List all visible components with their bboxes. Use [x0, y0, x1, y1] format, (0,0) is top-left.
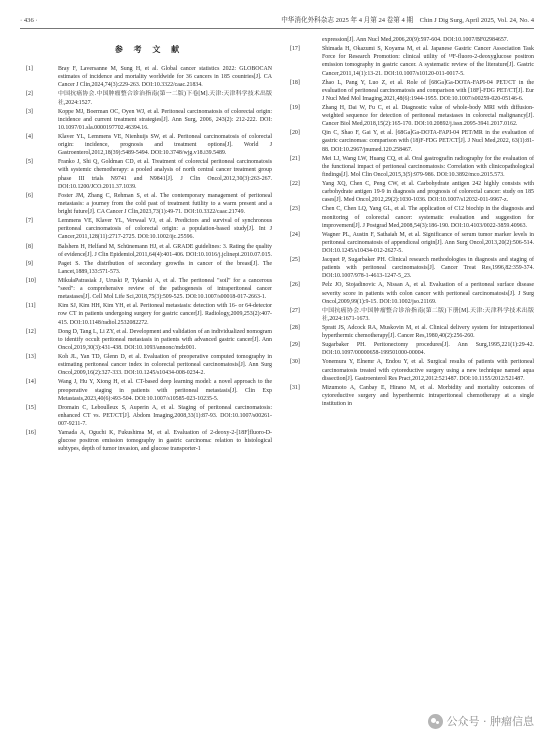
- reference-text: Yamada A, Oguchi K, Fukushima M, et al. Evaluation of 2-deoxy-2-[18F]fluoro-D-glucose positron emission tomography in gastric carcinoma: relation to histological subtypes, depth of tumor invasion, and glucose transporter-1: [58, 430, 272, 453]
- reference-item: [26, 65, 272, 89]
- reference-text: Kim SJ, Kim HH, Kim YH, et al. Peritoneal metastasis: detection with 16- or 64-detector row CT in patients undergoing surgery for gastric cancer[J]. Radiology,2009,253(2):407-415. DOI:10.1148/radiol.2532082272.: [58, 303, 272, 326]
- left-column: [26, 40, 272, 454]
- reference-number: [21]: [290, 155, 300, 162]
- reference-item: [290, 231, 534, 255]
- reference-number: [28]: [290, 325, 300, 331]
- reference-text: Spratt JS, Adcock RA, Muskovin M, et al. Clinical delivery system for intraperitoneal hyperthermic chemotherapy[J]. Cancer Res,1980,40(2):256-260.: [322, 325, 534, 340]
- reference-number: [3]: [26, 108, 33, 115]
- reference-text: Wagner PL, Austin F, Sathaiah M, et al. Significance of serum tumor marker levels in peritoneal carcinomatosis of appendiceal origin[J]. Ann Surg Oncol,2013,20(2):506-514. DOI:10.1245/s10434-012-2627-5.: [322, 231, 534, 255]
- reference-number: [10]: [26, 277, 36, 284]
- references-heading: 参 考 文 献: [114, 45, 184, 54]
- reference-number: [2]: [26, 91, 33, 98]
- reference-item: [26, 158, 272, 191]
- reference-item: [26, 260, 272, 276]
- reference-item: [26, 133, 272, 157]
- reference-item: [26, 217, 272, 241]
- reference-text: Zhang H, Dai W, Fu C, et al. Diagnostic value of whole-body MRI with diffusion-weighted sequence for detection of peritoneal metastases in colorectal malignancy[J]. Cancer Biol Med,2018,15(2):165-170. DOI:10.20892/j.issn.2095-3941.2017.0162.: [322, 104, 534, 128]
- reference-number: [24]: [290, 231, 300, 238]
- reference-item: [26, 302, 272, 326]
- reference-text: Zhao L, Pang Y, Luo Z, et al. Role of [68Ga]Ga-DOTA-FAPI-04 PET/CT in the evaluation of peritoneal carcinomatosis and comparison with [18F]-FDG PET/CT[J]. Eur J Nucl Med Mol Imaging,2021,48(6):1944-1955. DOI:10.1007/s00259-020-05146-6.: [322, 79, 534, 102]
- reference-number: [12]: [26, 328, 36, 335]
- reference-number: [30]: [290, 359, 300, 366]
- reference-text: 中国抗癌协会.中国肿瘤整合诊治指南(第一二版)下卷[M].天津:天津科学技术出版社,2024:1527.: [58, 91, 272, 106]
- reference-item: [26, 243, 272, 259]
- reference-item: [290, 205, 534, 229]
- reference-number: [25]: [290, 257, 300, 264]
- reference-number: [20]: [290, 130, 300, 137]
- reference-text: Yang XQ, Chen C, Peng CW, et al. Carbohydrate antigen 242 highly consists with carbohydrate antigen 19-9 in diagnosis and prognosis of colorectal cancer: study on 185 cases[J]. Med Oncol,2012,29(2):1030-1036. DOI:10.1007/s12032-011-9967-z.: [322, 181, 534, 204]
- reference-text: Dromain C, Leboulleux S, Auperin A, et al. Staging of peritoneal carcinomatosis: enhanced CT vs. PET/CT[J]. Abdom Imaging,2008,33(1):87-93. DOI:10.1007/s00261-007-9211-7.: [58, 404, 272, 428]
- running-header: [20, 14, 534, 29]
- reference-text: Bray F, Laversanne M, Sung H, et al. Global cancer statistics 2022: GLOBOCAN estimates of incidence and mortality worldwide for 36 cancers in 185 countries[J]. CA Cancer J Clin,2024,74(3):229-263. DOI:10.3322/caac.21834.: [58, 66, 272, 89]
- reference-list-right: [290, 45, 534, 408]
- reference-item: [290, 281, 534, 305]
- reference-text: Mizumoto A, Canbay E, Hirano M, et al. Morbidity and mortality outcomes of cytoreductive surgery and hyperthermic intraperitoneal chemotherapy at a single institution in: [322, 384, 534, 408]
- reference-text: Balshem H, Helfand M, Schünemann HJ, et al. GRADE guidelines: 3. Rating the quality of evidence[J]. J Clin Epidemiol,2011,64(4):401-406. DOI:10.1016/j.jclinepi.2010.07.015.: [58, 243, 272, 258]
- reference-item: [290, 358, 534, 382]
- reference-number: [16]: [26, 430, 36, 437]
- reference-item: [290, 307, 534, 323]
- reference-number: [23]: [290, 206, 300, 213]
- reference-number: [1]: [26, 66, 33, 72]
- reference-item: [26, 328, 272, 352]
- reference-number: [5]: [26, 159, 33, 166]
- reference-text: Wang J, Hu Y, Xiong H, et al. CT-based deep learning model: a novel approach to the preoperative staging in patients with peritoneal metastasis[J]. Clin Exp Metastasis,2023,40(6):493-504. DOI:10.1007/s10585-023-10235-5.: [58, 379, 272, 402]
- reference-item: [26, 192, 272, 216]
- reference-text: Sugarbaker PH. Peritonectomy procedures[J]. Ann Surg,1995,221(1):29-42. DOI:10.1097/00000658-199501000-00004.: [322, 342, 534, 357]
- reference-number: [22]: [290, 181, 300, 187]
- reference-number: [6]: [26, 192, 33, 199]
- reference-text: expression[J]. Ann Nucl Med,2006,20(9):597-604. DOI:10.1007/BF02984657.: [322, 37, 509, 43]
- wechat-icon: [428, 714, 443, 729]
- reference-item: [290, 104, 534, 128]
- reference-item: [26, 277, 272, 301]
- reference-number: [4]: [26, 133, 33, 140]
- reference-text: Klaver YL, Lemmens VE, Nienhuijs SW, et al. Peritoneal carcinomatosis of colorectal origin: incidence, prognosis and treatment options[J]. World J Gastroenterol,2012,18(39):5489-5494. DOI:10.3748/wjg.v18.i39.5489.: [58, 133, 272, 157]
- reference-item: [290, 129, 534, 153]
- reference-number: [11]: [26, 303, 36, 310]
- reference-text: Dong D, Tang L, Li ZY, et al. Development and validation of an individualized nomogram to identify occult peritoneal metastasis in patients with advanced gastric cancer[J]. Ann Oncol,2019,30(3):431-438. DOI:10.1093/annonc/mdz001.: [58, 328, 272, 351]
- reference-item: [290, 180, 534, 204]
- reference-item: [290, 79, 534, 103]
- reference-item: [290, 45, 534, 78]
- reference-text: Yonemura Y, Elnemr A, Endou Y, et al. Surgical results of patients with peritoneal carcinomatosis treated with cytoreductive surgery using a new technique named aqua dissection[J]. Gastroenterol Res Pract,2012,2012:521487. DOI:10.1155/2012/521487.: [322, 359, 534, 382]
- reference-item: [26, 108, 272, 132]
- watermark-text: 公众号 · 肿瘤信息: [446, 715, 534, 728]
- reference-text: Chen C, Chen LQ, Yang GL, et al. The application of C12 biochip in the diagnosis and monitoring of colorectal cancer: systematic evaluation and suggestion for improvement[J]. J Postgrad Med,2008,54(3):186-190. DOI:10.4103/0022-3859.40963.: [322, 206, 534, 229]
- reference-text: MikułaPatrasiak J, Uruski P, Tykarski A, et al. The peritoneal "soil" for a cancerous "seed": a comprehensive review of the pathogenesis of intraperitoneal cancer metastases[J]. Cell Mol Life Sci,2018,75(3):509-525. DOI:10.1007/s00018-017-2663-1.: [58, 277, 272, 301]
- reference-item: [26, 90, 272, 106]
- page-number: · 436 ·: [20, 17, 38, 24]
- reference-number: [27]: [290, 307, 300, 314]
- reference-item: [26, 404, 272, 428]
- reference-list-left: [26, 65, 272, 454]
- reference-number: [29]: [290, 342, 300, 349]
- reference-item: [290, 324, 534, 340]
- reference-number: [18]: [290, 79, 300, 86]
- reference-number: [26]: [290, 282, 300, 289]
- reference-text: Koppe MJ, Boerman OC, Oyen WJ, et al. Peritoneal carcinomatosis of colorectal origin: incidence and current treatment strategies[J]. Ann Surg, 2006, 243(2): 212-222. DOI: 10.1097/01.sla.0000197702.46394.16.: [58, 108, 272, 131]
- reference-number: [15]: [26, 404, 36, 411]
- reference-item: [290, 384, 534, 408]
- reference-number: [31]: [290, 384, 300, 391]
- reference-text: Jacquet P, Sugarbaker PH. Clinical research methodologies in diagnosis and staging of patients with peritoneal carcinomatosis[J]. Cancer Treat Res,1996,82:359-374. DOI:10.1007/978-1-4613-1247-5_23.: [322, 257, 534, 280]
- reference-item: [26, 429, 272, 453]
- reference-text: Franko J, Shi Q, Goldman CD, et al. Treatment of colorectal peritoneal carcinomatosis with systemic chemotherapy: a pooled analysis of north central cancer treatment group phase III trials N9741 and N9841[J]. J Clin Oncol,2012,30(3):263-267. DOI:10.1200/JCO.2011.37.1039.: [58, 159, 272, 190]
- reference-item: [290, 256, 534, 280]
- reference-text: Koh JL, Yan TD, Glenn D, et al. Evaluation of preoperative computed tomography in estimating peritoneal cancer index in colorectal peritoneal carcinomatosis[J]. Ann Surg Oncol,2009,16(2):327-333. DOI:10.1245/s10434-008-0234-2.: [58, 354, 272, 377]
- wechat-watermark: [428, 711, 535, 731]
- reference-text: Shimada H, Okazumi S, Koyama M, et al. Japanese Gastric Cancer Association Task Force for Research Promotion: clinical utility of ¹⁸F-fluoro-2-deoxyglucose positron emission tomography in gastric cancer. A systematic review of the literature[J]. Gastric Cancer,2011,14(1):13-21. DOI:10.1007/s10120-011-0017-5.: [322, 46, 534, 77]
- journal-citation: 中华消化外科杂志 2025 年 4 月第 24 卷第 4 期 Chin J Dig Surg, April 2025, Vol. 24, No. 4: [281, 17, 534, 24]
- reference-text: Qin C, Shao F, Gai Y, et al. [68Ga]Ga-DOTA-FAPI-04 PET/MR in the evaluation of gastric carcinomas: comparison with (18)F-FDG PET/CT[J]. J Nucl Med,2022, 63(1):81-88. DOI:10.2967/jnumed.120.258467.: [322, 130, 534, 153]
- reference-item: [26, 378, 272, 402]
- right-column: [290, 36, 534, 409]
- reference-number: [14]: [26, 379, 36, 386]
- reference-number: [9]: [26, 260, 33, 267]
- reference-text: Mei LJ, Wang LW, Huang CQ, et al. Oral gastrografin radiography for the evaluation of the functional impact of peritoneal carcinomatosis: Correlation with clinicopathological findings[J]. Mol Clin Oncol,2015,3(5):979-986. DOI:10.3892/mco.2015.573.: [322, 155, 534, 178]
- reference-item: [290, 155, 534, 179]
- reference-number: [19]: [290, 104, 300, 111]
- reference-number: [17]: [290, 46, 300, 53]
- reference-number: [8]: [26, 243, 33, 250]
- reference-text: Lemmens VE, Klaver YL, Verwaal VJ, et al. Predictors and survival of synchronous peritoneal carcinomatosis of colorectal origin: a population-based study[J]. Int J Cancer,2011,128(11):2717-2725. DOI:10.1002/ijc.25596.: [58, 218, 272, 241]
- reference-item: [290, 341, 534, 357]
- reference-number: [13]: [26, 354, 36, 360]
- reference-number: [7]: [26, 218, 33, 225]
- reference-continuation: [290, 36, 534, 44]
- reference-text: Foster JM, Zhang C, Rehman S, et al. The contemporary management of peritoneal metastasis: a journey from the cold past of treatment futility to a warm present and a bright future[J]. CA Cancer J Clin,2023,73(1):49-71. DOI:10.3322/caac.21749.: [58, 192, 272, 216]
- reference-text: Pelz JO, Stojadinovic A, Nissan A, et al. Evaluation of a peritoneal surface disease severity score in patients with colon cancer with peritoneal carcinomatosis[J]. J Surg Oncol,2009,99(1):9-15. DOI:10.1002/jso.21169.: [322, 282, 534, 305]
- reference-item: [26, 353, 272, 377]
- reference-text: 中国抗癌协会.中国肿瘤整合诊治指南(第二版)下册[M].天津:天津科学技术出版社,2024:1671-1673.: [322, 307, 534, 322]
- reference-text: Paget S. The distribution of secondary growths in cancer of the breast[J]. The Lancet,1889,133:571-573.: [58, 260, 272, 275]
